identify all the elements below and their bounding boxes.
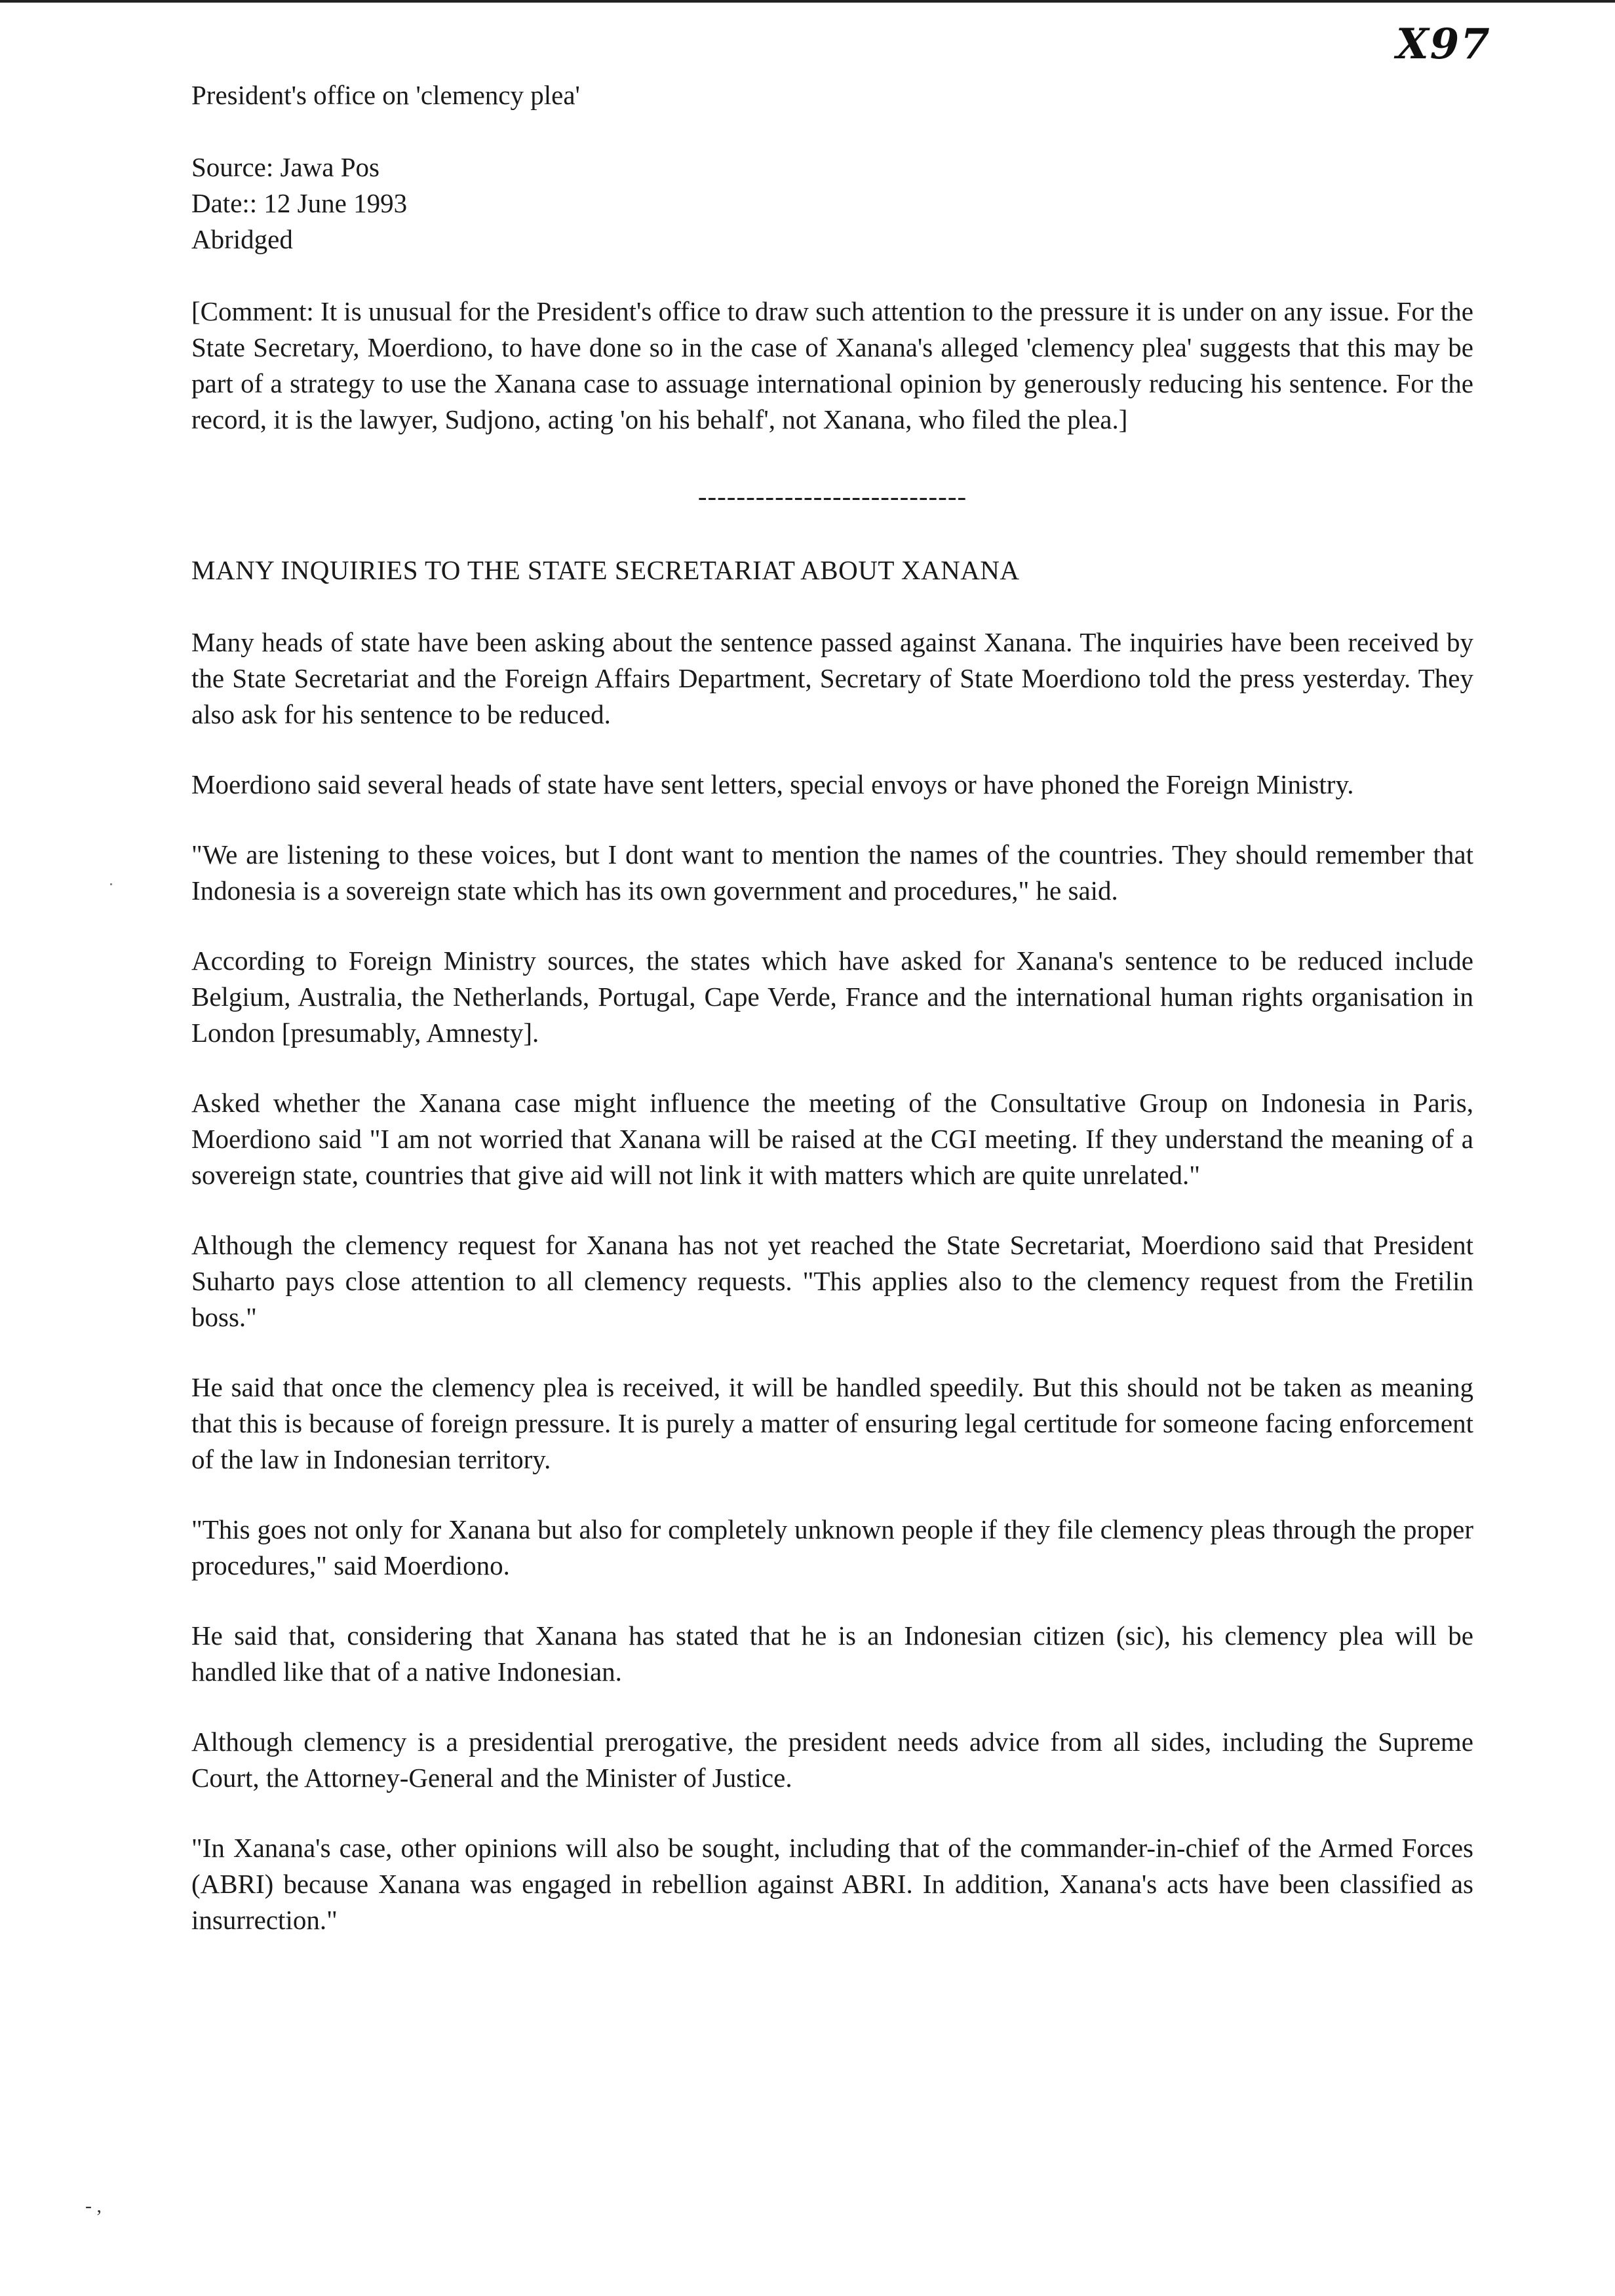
- article-paragraph: He said that once the clemency plea is received, it will be handled speedily. But this should not be taken as meaning that this is because of foreign pressure. It is purely a matter of ensuring legal certitude for someone facing enforcement of the law in Indonesian territory.: [191, 1372, 1473, 1474]
- article-paragraph: "In Xanana's case, other opinions will also be sought, including that of the commander-in-chief of the Armed Forces (ABRI) because Xanana was engaged in rebellion against ABRI. In addition, Xanana's acts have been classified as insurrection.": [191, 1833, 1473, 1935]
- section-divider: ----------------------------: [697, 481, 967, 511]
- article-paragraph: Although clemency is a presidential prerogative, the president needs advice from all sides, including the Supreme Court, the Attorney-General and the Minister of Justice.: [191, 1727, 1473, 1793]
- article-paragraph: Many heads of state have been asking about the sentence passed against Xanana. The inquiries have been received by the State Secretariat and the Foreign Affairs Department, Secretary of State Moerdiono told the press yesterday. They also ask for his sentence to be reduced.: [191, 627, 1473, 729]
- top-border-line: [0, 0, 1615, 3]
- article-paragraph: Although the clemency request for Xanana has not yet reached the State Secretariat, Moerdiono said that President Suharto pays close attention to all clemency requests. "This applies also to the clemency request from the Fretilin boss.": [191, 1230, 1473, 1332]
- article-heading: MANY INQUIRIES TO THE STATE SECRETARIAT ABOUT XANANA: [191, 555, 1020, 585]
- footer-specks: - ,: [85, 2195, 102, 2217]
- abridged-line: Abridged: [191, 224, 293, 254]
- margin-speck: [110, 883, 112, 885]
- article-paragraph: "We are listening to these voices, but I dont want to mention the names of the countries. They should remember that Indonesia is a sovereign state which has its own government and procedures," he said.: [191, 839, 1473, 906]
- article-paragraph: "This goes not only for Xanana but also for completely unknown people if they file clemency pleas through the proper procedures," said Moerdiono.: [191, 1514, 1473, 1580]
- source-line: Source: Jawa Pos: [191, 152, 379, 182]
- editorial-comment: [Comment: It is unusual for the President's office to draw such attention to the pressure it is under on any issue. For the State Secretary, Moerdiono, to have done so in the case of Xanana's alleged 'clemency plea' suggests that this may be part of a strategy to use the Xanana case to assuage international opinion by generously reducing his sentence. For the record, it is the lawyer, Sudjono, acting 'on his behalf', not Xanana, who filed the plea.]: [191, 296, 1473, 434]
- document-body: [191, 77, 1473, 1938]
- document-title: President's office on 'clemency plea': [191, 80, 580, 110]
- article-paragraph: Moerdiono said several heads of state have sent letters, special envoys or have phoned the Foreign Ministry.: [191, 769, 1354, 799]
- article-paragraph: He said that, considering that Xanana has stated that he is an Indonesian citizen (sic), his clemency plea will be handled like that of a native Indonesian.: [191, 1620, 1473, 1687]
- handwritten-corner-mark: X97: [1396, 20, 1491, 69]
- article-paragraph: According to Foreign Ministry sources, the states which have asked for Xanana's sentence to be reduced include Belgium, Australia, the Netherlands, Portugal, Cape Verde, France and the international human rights organisation in London [presumably, Amnesty].: [191, 946, 1473, 1048]
- article-paragraph: Asked whether the Xanana case might influence the meeting of the Consultative Group on Indonesia in Paris, Moerdiono said "I am not worried that Xanana will be raised at the CGI meeting. If they understand the meaning of a sovereign state, countries that give aid will not link it with matters which are quite unrelated.": [191, 1088, 1473, 1190]
- date-line: Date:: 12 June 1993: [191, 188, 408, 218]
